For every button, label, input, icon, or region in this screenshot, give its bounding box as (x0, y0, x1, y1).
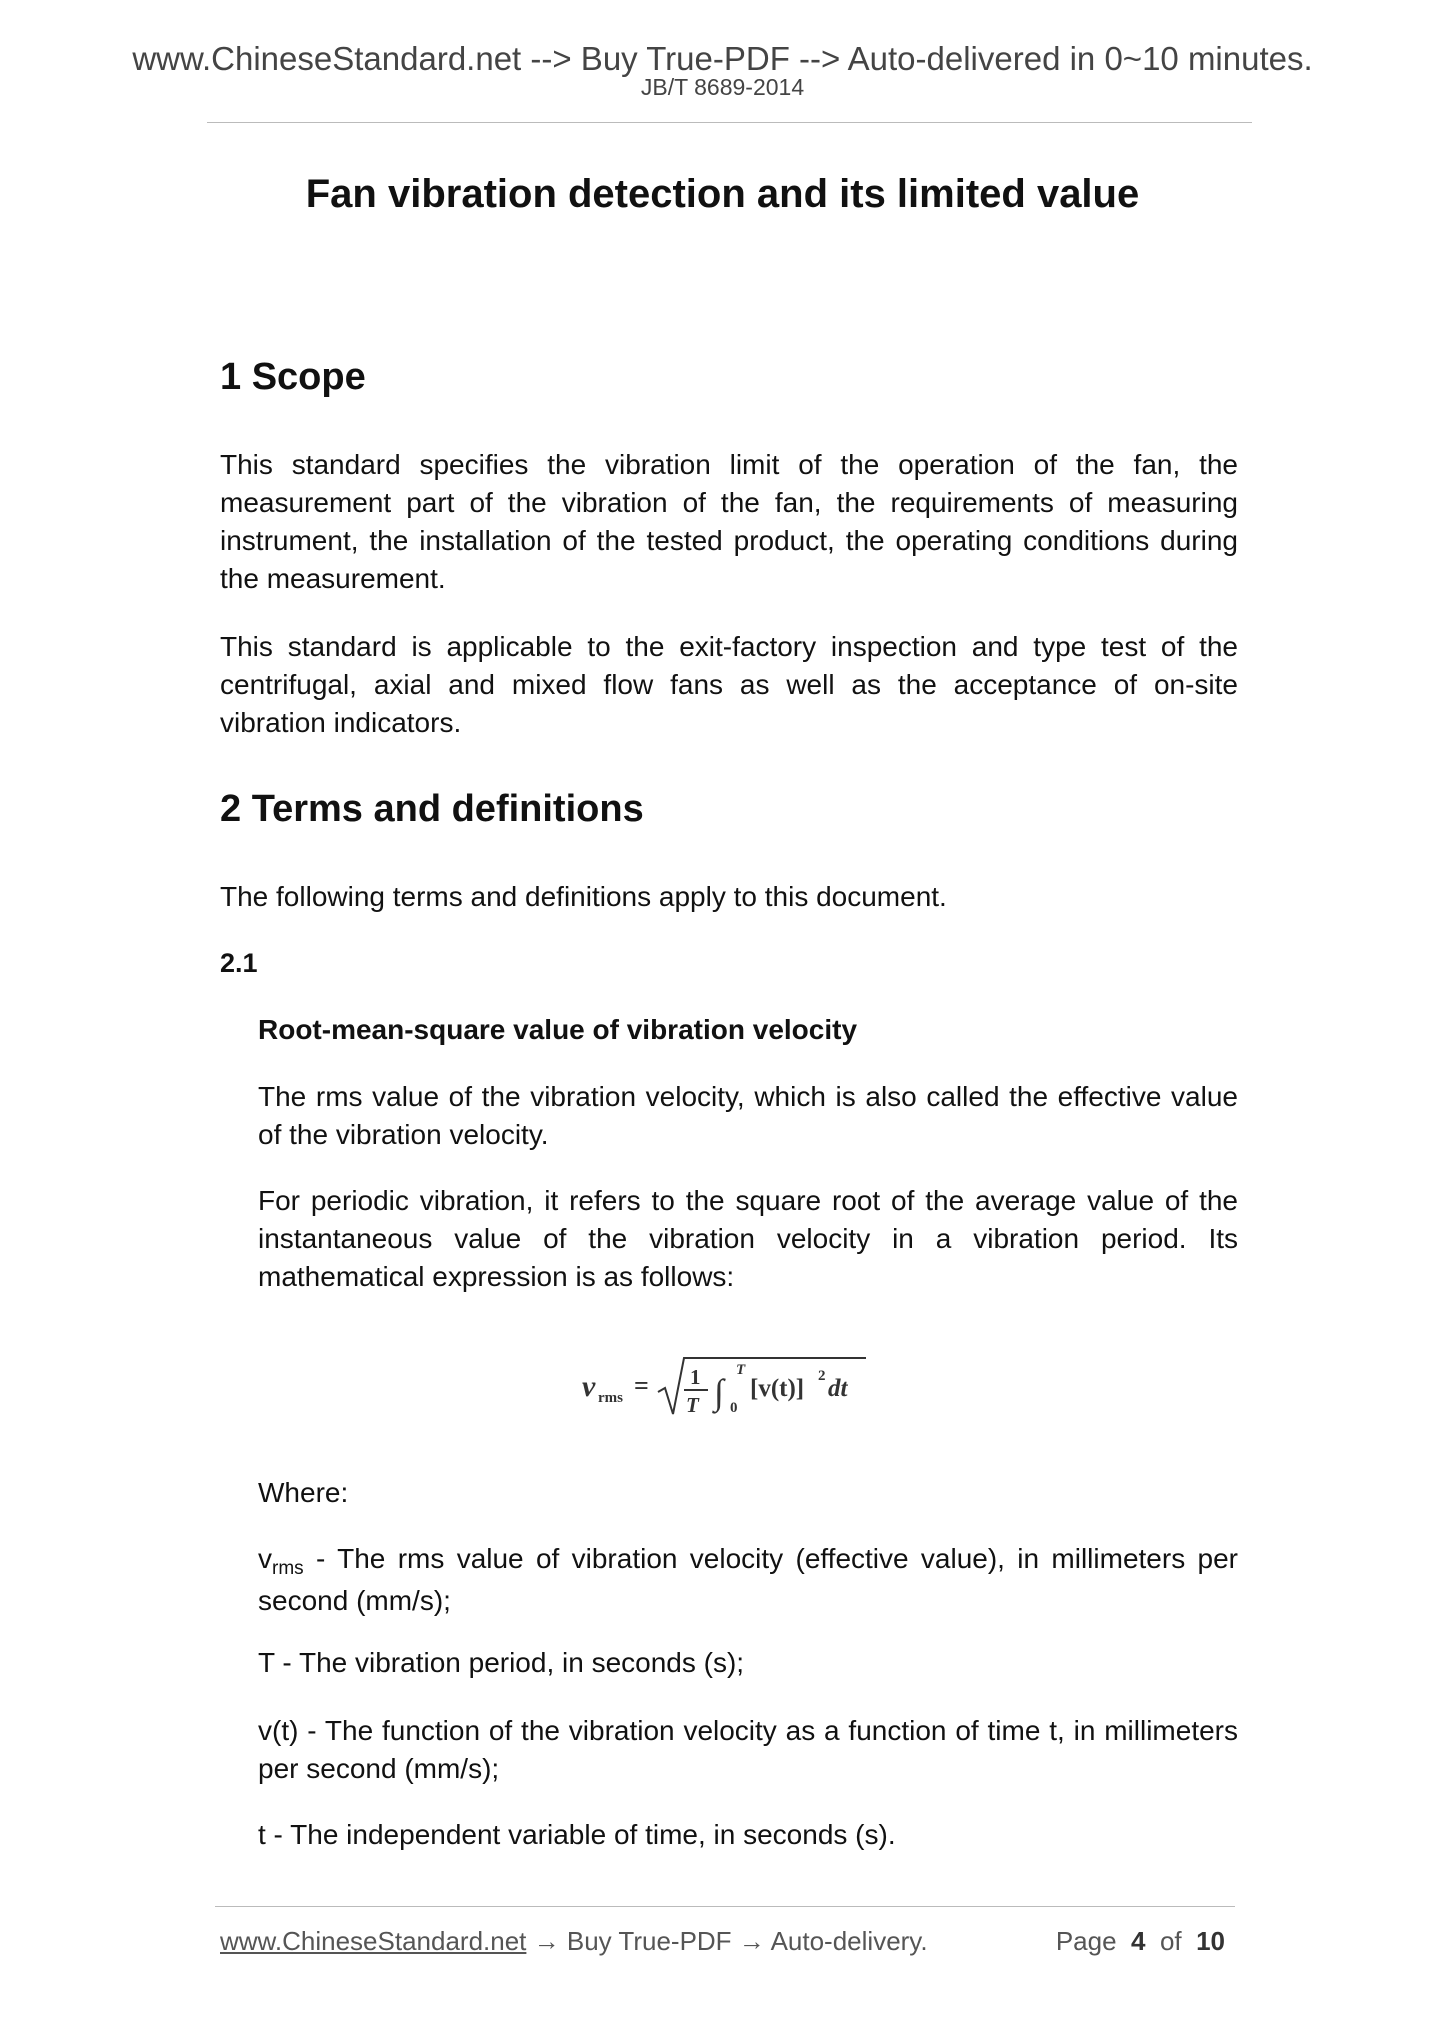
formula-lhs: v (581, 1370, 595, 1403)
formula-exponent: 2 (817, 1368, 825, 1384)
formula-equals: = (633, 1371, 649, 1400)
formula-integrand: [v(t)] (749, 1375, 804, 1402)
formula-denominator: T (685, 1393, 699, 1417)
page-current: 4 (1131, 1926, 1146, 1956)
where-label: Where: (258, 1477, 349, 1508)
scope-paragraph-2: This standard is applicable to the exit-factory inspection and type test of the centrifugal, axial and mixed flow fans as well as the acceptance of on-site vibration indicators. (220, 631, 1238, 738)
page-total: 10 (1196, 1926, 1225, 1956)
header-divider (207, 122, 1252, 123)
rms-formula (0, 1348, 1445, 1420)
section-1-heading: 1 Scope (220, 356, 366, 398)
T-definition: T - The vibration period, in seconds (s); (258, 1647, 745, 1678)
formula-upper-limit: T (735, 1362, 745, 1378)
footer-tagline: → Buy True-PDF → Auto-delivery. (526, 1926, 928, 1956)
term-definition: The rms value of the vibration velocity, which is also called the effective value of the vibration velocity. (258, 1081, 1238, 1150)
header-banner: www.ChineseStandard.net --> Buy True-PDF --> Auto-delivered in 0~10 minutes. (132, 40, 1313, 77)
vrms-description: - The rms value of vibration velocity (effective value), in millimeters per second (mm/s); (258, 1543, 1238, 1616)
vrms-definition (258, 1540, 1238, 1620)
footer-link[interactable]: www.ChineseStandard.net (220, 1926, 527, 1956)
formula-lhs-sub: rms (597, 1390, 623, 1406)
term-periodic-note: For periodic vibration, it refers to the square root of the average value of the instantaneous value of the vibration velocity in a vibration period. Its mathematical expression is as follows: (258, 1185, 1238, 1292)
page-of: of (1159, 1926, 1182, 1956)
term-title: Root-mean-square value of vibration velocity (258, 1014, 858, 1045)
vrms-symbol: v (258, 1543, 272, 1574)
footer-left (220, 1926, 928, 1957)
vt-definition: v(t) - The function of the vibration velocity as a function of time t, in millimeters per second (mm/s); (258, 1715, 1238, 1784)
t-definition: t - The independent variable of time, in seconds (s). (258, 1819, 896, 1850)
formula-numerator: 1 (689, 1365, 700, 1389)
formula-lower-limit: 0 (729, 1400, 737, 1416)
clause-number: 2.1 (220, 948, 258, 978)
document-title: Fan vibration detection and its limited value (305, 172, 1140, 216)
formula-differential: dt (827, 1375, 847, 1402)
integral-sign: ∫ (713, 1372, 724, 1412)
page-label: Page (1055, 1926, 1117, 1956)
page-indicator (1056, 1926, 1225, 1957)
section-2-heading: 2 Terms and definitions (220, 788, 644, 830)
footer-divider (215, 1906, 1235, 1907)
terms-intro: The following terms and definitions apply to this document. (220, 881, 947, 912)
scope-paragraph-1: This standard specifies the vibration limit of the operation of the fan, the measurement part of the vibration of the fan, the requirements of measuring instrument, the installation of the tested product, the operating conditions during the measurement. (220, 449, 1238, 594)
vrms-subscript: rms (272, 1558, 304, 1579)
standard-code: JB/T 8689-2014 (640, 74, 805, 100)
